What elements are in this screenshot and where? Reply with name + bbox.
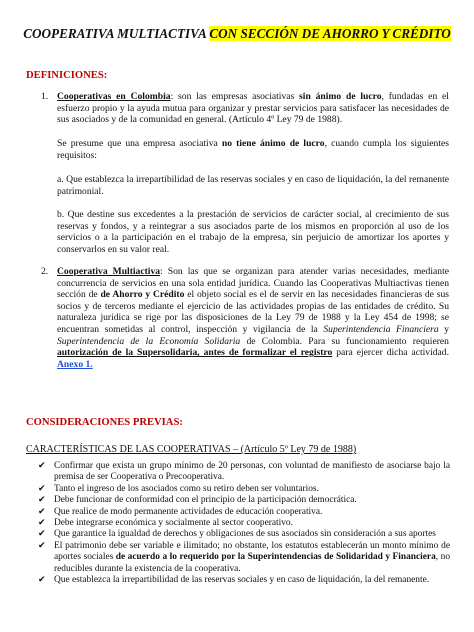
anexo-link[interactable]: Anexo 1. bbox=[57, 358, 93, 370]
requirement-a: a. Que establezca la irrepartibilidad de las reservas sociales y en caso de liquidación, la del remanente patrimonial. bbox=[57, 174, 449, 197]
checkmark-icon: ✔ bbox=[38, 575, 46, 586]
document-title bbox=[0, 26, 474, 42]
item-1-number: 1. bbox=[41, 91, 49, 102]
checklist-item: ✔ Tanto el ingreso de los asociados como su retiro deben ser voluntarios. bbox=[38, 483, 319, 494]
checkmark-icon: ✔ bbox=[38, 483, 46, 494]
checklist-item: ✔ Confirmar que exista un grupo mínimo de 20 personas, con voluntad de manifiesto de asociarse bajo la premisa de ser Cooperativa o Precooperativa. bbox=[38, 461, 450, 483]
title-part-1: COOPERATIVA MULTIACTIVA bbox=[23, 26, 210, 41]
checklist-item: ✔ Que garantice la igualdad de derechos y obligaciones de sus asociados sin consideración a sus aportes bbox=[38, 529, 436, 540]
item-1-presumption: Se presume que una empresa asociativa no tiene ánimo de lucro, cuando cumpla los siguientes requisitos: bbox=[57, 138, 449, 161]
checkmark-icon: ✔ bbox=[38, 506, 46, 517]
item-1-paragraph: Cooperativas en Colombia: son las empresas asociativas sin ánimo de lucro, fundadas en el esfuerzo propio y la ayuda mutua para organizar y prestar servicios para satisfacer las necesidades de sus asociados y de la comunidad en general. (Artículo 4º Ley 79 de 1988). bbox=[57, 91, 449, 126]
title-highlighted-part: CON SECCIÓN DE AHORRO Y CRÉDITO bbox=[209, 26, 451, 41]
requirement-b: b. Que destine sus excedentes a la prestación de servicios de carácter social, al crecimiento de sus reservas y fondos, y a reintegrar a sus asociados parte de los mismos en proporción al uso de los servicios o a la participación en el trabajo de la empresa, sin perjuicio de amortizar los aportes y conservarlos en su valor real. bbox=[57, 209, 449, 255]
checklist-item: ✔ Que realice de modo permanente actividades de educación cooperativa. bbox=[38, 506, 323, 517]
term-multiactiva: Cooperativa Multiactiva bbox=[57, 266, 161, 277]
checklist-item: ✔ Que establezca la irrepartibilidad de las reservas sociales y en caso de liquidación, la del remanente. bbox=[38, 575, 430, 586]
caracteristicas-heading: CARACTERÍSTICAS DE LAS COOPERATIVAS – (Artículo 5º Ley 79 de 1988) bbox=[26, 444, 357, 455]
checkmark-icon: ✔ bbox=[38, 518, 46, 529]
checklist-item: ✔ Debe funcionar de conformidad con el principio de la participación democrática. bbox=[38, 495, 357, 506]
checkmark-icon: ✔ bbox=[38, 540, 46, 551]
consideraciones-heading: CONSIDERACIONES PREVIAS: bbox=[26, 417, 183, 428]
checklist-item: ✔ El patrimonio debe ser variable e ilimitado; no obstante, los estatutos establecerán un monto mínimo de aportes sociales de acuerdo a lo requerido por la Superintendencias de Solidaridad y Financiera, no reducibles durante la existencia de la cooperativa. bbox=[38, 540, 451, 574]
item-2-number: 2. bbox=[41, 266, 49, 277]
definiciones-heading: DEFINICIONES: bbox=[26, 70, 108, 81]
checkmark-icon: ✔ bbox=[38, 495, 46, 506]
checkmark-icon: ✔ bbox=[38, 461, 46, 471]
item-2-paragraph: Cooperativa Multiactiva: Son las que se organizan para atender varias necesidades, mediante concurrencia de servicios en una sola entidad jurídica. Cuando las Cooperativas Multiactivas tienen sección de de Ahorro y Crédito el objeto social es el de servir en las necesidades financieras de sus socios y de terceros mediante el ejercicio de las actividades propias de las entidades de crédito. Su naturaleza jurídica se rige por las disposiciones de la Ley 79 de 1988 y la Ley 454 de 1998; se encuentran sometidas al control, inspección y vigilancia de la Superintendencia Financiera y Superintendencia de la Economía Solidaria de Colombia. Para su funcionamiento requieren autorización de la Supersolidaria, antes de formalizar el registro para ejercer dicha actividad. Anexo 1. bbox=[57, 266, 450, 370]
checkmark-icon: ✔ bbox=[38, 529, 46, 540]
term-cooperativas: Cooperativas en Colombia bbox=[57, 91, 171, 102]
checklist-item: ✔ Debe integrarse económica y socialmente al sector cooperativo. bbox=[38, 518, 293, 529]
caracteristicas-checklist bbox=[38, 461, 450, 586]
